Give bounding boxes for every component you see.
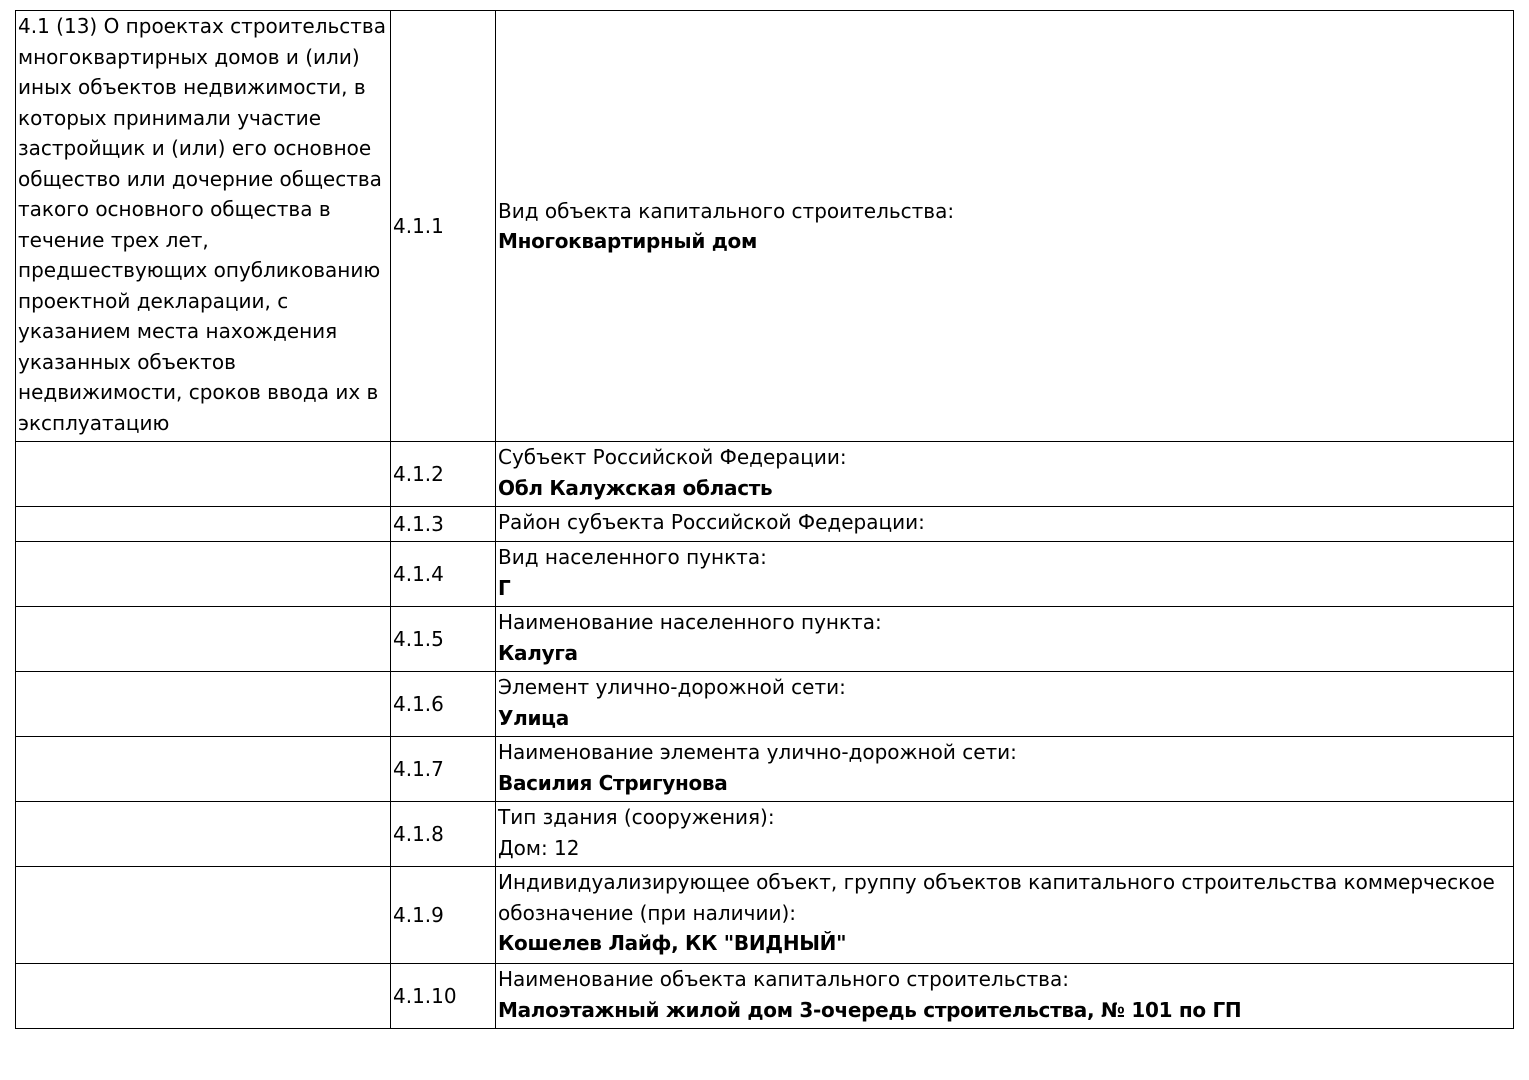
- item-label: Тип здания (сооружения):: [498, 805, 775, 829]
- table-row: [16, 442, 1514, 507]
- item-content: [496, 607, 1514, 672]
- item-label: Субъект Российской Федерации:: [498, 445, 847, 469]
- empty-cell: [16, 607, 391, 672]
- empty-cell: [16, 442, 391, 507]
- item-number: 4.1.2: [391, 442, 496, 507]
- item-number: 4.1.4: [391, 542, 496, 607]
- item-number: 4.1.7: [391, 737, 496, 802]
- empty-cell: [16, 964, 391, 1029]
- table-row: [16, 672, 1514, 737]
- item-number: 4.1.8: [391, 802, 496, 867]
- item-label: Наименование населенного пункта:: [498, 610, 882, 634]
- item-label: Вид населенного пункта:: [498, 545, 767, 569]
- item-label: Наименование объекта капитального строительства:: [498, 967, 1069, 991]
- empty-cell: [16, 867, 391, 964]
- item-number: 4.1.3: [391, 507, 496, 542]
- empty-cell: [16, 672, 391, 737]
- project-info-table: [15, 10, 1514, 1029]
- item-label: Район субъекта Российской Федерации:: [498, 510, 925, 534]
- item-number: 4.1.9: [391, 867, 496, 964]
- item-value: Василия Стригунова: [498, 770, 728, 795]
- item-content: [496, 737, 1514, 802]
- item-value: Кошелев Лайф, КК "ВИДНЫЙ": [498, 931, 847, 955]
- item-number: 4.1.5: [391, 607, 496, 672]
- empty-cell: [16, 542, 391, 607]
- empty-cell: [16, 802, 391, 867]
- item-label: Вид объекта капитального строительства:: [498, 198, 955, 223]
- table-row: [16, 867, 1514, 964]
- item-label: Наименование элемента улично-дорожной сети:: [498, 740, 1017, 764]
- item-number: 4.1.6: [391, 672, 496, 737]
- item-number: 4.1.1: [391, 11, 496, 442]
- item-value: Калуга: [498, 640, 578, 665]
- item-content: [496, 542, 1514, 607]
- section-title-cell: 4.1 (13) О проектах строительства многоквартирных домов и (или) иных объектов недвижимости, в которых принимали участие застройщик и (или) его основное общество или дочерние общества такого основного общества в течение трех лет, предшествующих опубликованию проектной декларации, с указанием места нахождения указанных объектов недвижимости, сроков ввода их в эксплуатацию: [16, 11, 391, 442]
- item-content: [496, 964, 1514, 1029]
- item-content: [496, 802, 1514, 867]
- item-value: Малоэтажный жилой дом 3-очередь строительства, № 101 по ГП: [498, 997, 1242, 1022]
- item-content: [496, 11, 1514, 442]
- item-content: [496, 867, 1514, 964]
- table-row: [16, 607, 1514, 672]
- empty-cell: [16, 507, 391, 542]
- item-content: [496, 672, 1514, 737]
- table-row: [16, 542, 1514, 607]
- item-label: Индивидуализирующее объект, группу объектов капитального строительства коммерческое обозначение (при наличии):: [498, 870, 1495, 925]
- item-label: Элемент улично-дорожной сети:: [498, 675, 846, 699]
- item-value: Улица: [498, 705, 569, 730]
- item-content: [496, 507, 1514, 542]
- table-row: [16, 802, 1514, 867]
- table-row: [16, 507, 1514, 542]
- item-number: 4.1.10: [391, 964, 496, 1029]
- empty-cell: [16, 737, 391, 802]
- item-value: Обл Калужская область: [498, 475, 773, 500]
- table-row: [16, 737, 1514, 802]
- table-row: [16, 11, 1514, 442]
- item-value: Многоквартирный дом: [498, 229, 758, 253]
- item-content: [496, 442, 1514, 507]
- item-value: Г: [498, 575, 511, 600]
- table-row: [16, 964, 1514, 1029]
- item-value: Дом: 12: [498, 835, 580, 860]
